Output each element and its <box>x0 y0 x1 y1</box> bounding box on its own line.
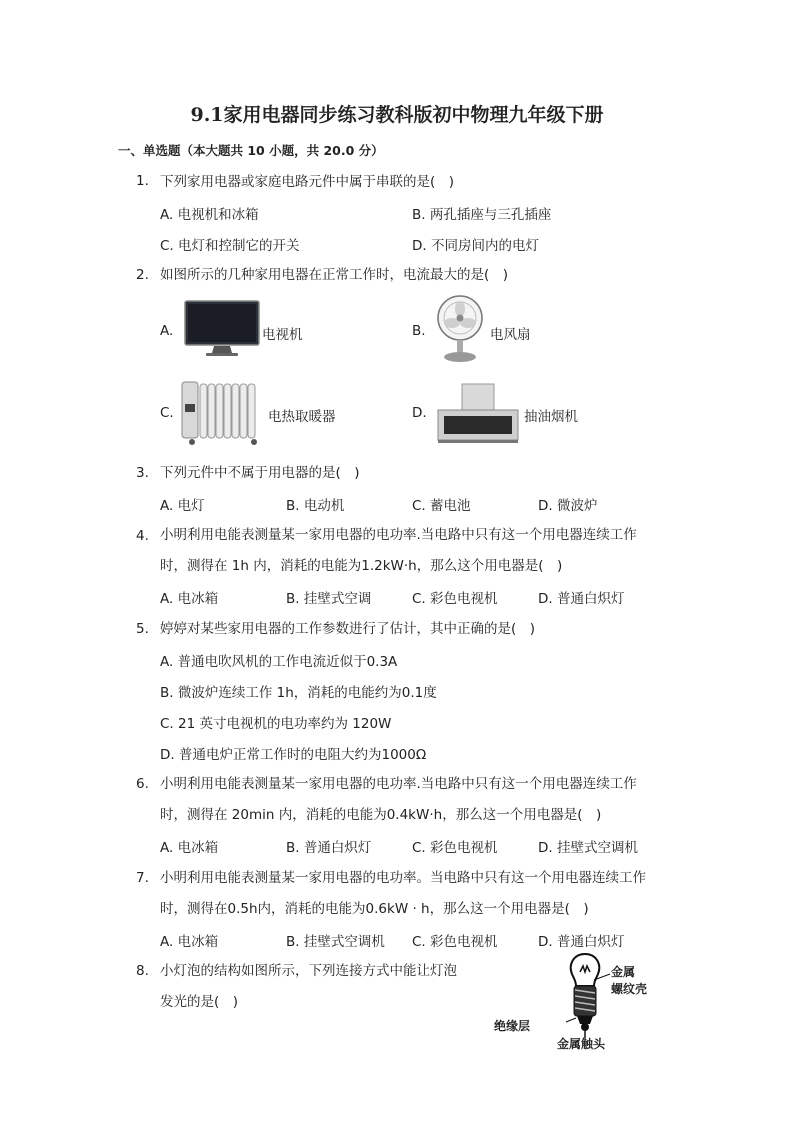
option-c[interactable]: C. 彩色电视机 <box>412 591 498 607</box>
question-text: 下列家用电器或家庭电路元件中属于串联的是( ) <box>160 174 455 190</box>
option-a[interactable]: A. 电灯 <box>160 498 205 514</box>
question-number: 8. <box>136 963 149 979</box>
option-a[interactable]: A. <box>160 323 174 339</box>
question-number: 2. <box>136 267 149 283</box>
option-d[interactable]: D. 挂壁式空调机 <box>538 840 638 856</box>
question-text: 下列元件中不属于用电器的是( ) <box>160 465 360 481</box>
label-metal: 金属 <box>611 965 636 979</box>
question-text-line2: 时，测得在0.5h内，消耗的电能为0.6kW · h，那么这一个用电器是( ) <box>160 901 589 917</box>
option-b[interactable]: B. 挂壁式空调机 <box>286 934 385 950</box>
question-text-line1: 小明利用电能表测量某一家用电器的电功率。当电路中只有这一个用电器连续工作 <box>160 870 646 886</box>
electric-fan-icon <box>434 294 486 364</box>
option-c[interactable]: C. 电灯和控制它的开关 <box>160 238 300 254</box>
question-number: 3. <box>136 465 149 481</box>
option-c[interactable]: C. 彩色电视机 <box>412 840 498 856</box>
option-d[interactable]: D. <box>412 405 427 421</box>
option-d[interactable]: D. 普通电炉正常工作时的电阻大约为1000Ω <box>160 747 427 763</box>
question-number: 1. <box>136 173 149 189</box>
label-screw-shell: 螺纹壳 <box>611 982 648 996</box>
question-text: 如图所示的几种家用电器在正常工作时，电流最大的是( ) <box>160 267 509 283</box>
question-text-line2: 时，测得在 20min 内，消耗的电能为0.4kW·h，那么这一个用电器是( ) <box>160 807 602 823</box>
option-d[interactable]: D. 微波炉 <box>538 498 598 514</box>
option-c[interactable]: C. <box>160 405 174 421</box>
option-a[interactable]: A. 电冰箱 <box>160 934 219 950</box>
label-metal-contact: 金属触头 <box>557 1037 606 1051</box>
option-d[interactable]: D. 普通白炽灯 <box>538 934 625 950</box>
option-b[interactable]: B. 微波炉连续工作 1h，消耗的电能约为0.1度 <box>160 685 437 701</box>
option-b[interactable]: B. 挂壁式空调 <box>286 591 372 607</box>
page-title: 9.1家用电器同步练习教科版初中物理九年级下册 <box>190 104 604 126</box>
question-text-line1: 小灯泡的结构如图所示，下列连接方式中能让灯泡 <box>160 963 457 979</box>
caption-heater: 电热取暖器 <box>268 409 336 425</box>
option-d[interactable]: D. 普通白炽灯 <box>538 591 625 607</box>
question-text-line1: 小明利用电能表测量某一家用电器的电功率.当电路中只有这一个用电器连续工作 <box>160 776 637 792</box>
option-b[interactable]: B. 电动机 <box>286 498 345 514</box>
question-number: 4. <box>136 528 149 544</box>
question-text-line1: 小明利用电能表测量某一家用电器的电功率.当电路中只有这一个用电器连续工作 <box>160 527 637 543</box>
option-b[interactable]: B. 普通白炽灯 <box>286 840 372 856</box>
question-number: 7. <box>136 870 149 886</box>
question-text-line2: 时，测得在 1h 内，消耗的电能为1.2kW·h，那么这个用电器是( ) <box>160 558 563 574</box>
option-a[interactable]: A. 普通电吹风机的工作电流近似于0.3A <box>160 654 398 670</box>
option-b[interactable]: B. 两孔插座与三孔插座 <box>412 207 552 223</box>
caption-range-hood: 抽油烟机 <box>524 409 578 425</box>
label-insulation: 绝缘层 <box>494 1019 531 1033</box>
option-c[interactable]: C. 蓄电池 <box>412 498 471 514</box>
question-text-line2: 发光的是( ) <box>160 994 239 1010</box>
caption-tv: 电视机 <box>262 327 303 343</box>
bulb-label-leaders <box>518 960 618 1036</box>
option-a[interactable]: A. 电冰箱 <box>160 840 219 856</box>
option-d[interactable]: D. 不同房间内的电灯 <box>412 238 539 254</box>
range-hood-icon <box>434 382 522 446</box>
tv-icon <box>184 300 260 358</box>
option-a[interactable]: A. 电冰箱 <box>160 591 219 607</box>
question-number: 6. <box>136 776 149 792</box>
option-c[interactable]: C. 21 英寸电视机的电功率约为 120W <box>160 716 392 732</box>
option-a[interactable]: A. 电视机和冰箱 <box>160 207 259 223</box>
section-heading: 一、单选题（本大题共 10 小题，共 20.0 分） <box>118 143 384 158</box>
question-text: 婷婷对某些家用电器的工作参数进行了估计，其中正确的是( ) <box>160 621 536 637</box>
caption-fan: 电风扇 <box>490 327 531 343</box>
question-number: 5. <box>136 621 149 637</box>
option-c[interactable]: C. 彩色电视机 <box>412 934 498 950</box>
oil-heater-icon <box>180 378 266 446</box>
option-b[interactable]: B. <box>412 323 426 339</box>
